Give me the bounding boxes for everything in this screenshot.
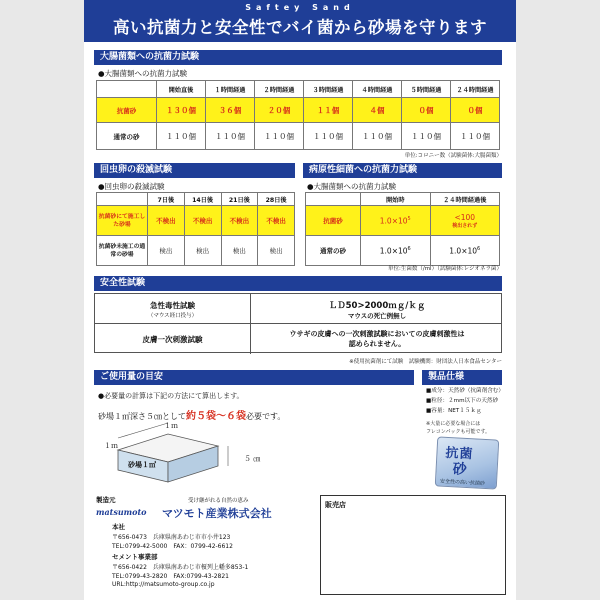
cell-exponent: 5 [407, 215, 411, 222]
cement-tel: TEL:0799-43-2820 FAX:0799-43-2821 [112, 573, 229, 580]
company-name: マツモト産業株式会社 [162, 507, 272, 520]
row-label: 抗菌砂 [97, 98, 157, 123]
product-bag-image [435, 436, 500, 489]
usage-text-c: 必要です。 [246, 412, 286, 421]
section-bar-pathogen: 病原性細菌への抗菌力試験 [303, 163, 502, 178]
section-sub-roundworm: ●回虫卵の殺滅試験 [98, 182, 165, 191]
cell-exponent: 6 [477, 245, 481, 252]
table-cell: 不検出 [221, 206, 258, 236]
row-label: 通常の砂 [306, 236, 361, 266]
section-sub-ecoli: ●大腸菌類への抗菌力試験 [98, 69, 188, 78]
col-header: 21日後 [221, 193, 258, 206]
table-cell: １１０個 [157, 123, 206, 150]
table-cell: １１０個 [206, 123, 255, 150]
table-cell: ４個 [353, 98, 402, 123]
table-cell: 検出 [221, 236, 258, 266]
col-header: ２４時間経過後 [430, 193, 500, 206]
safety-label-text: 急性毒性試験 [150, 300, 195, 310]
cement-label: セメント事業部 [112, 553, 158, 561]
table-cell: １１０個 [451, 123, 500, 150]
cell-extra: 検出されず [452, 222, 478, 229]
col-header: 開始時 [361, 193, 431, 206]
hq-tel: TEL:0799-42-5000 FAX：0799-42-6612 [112, 543, 233, 550]
usage-line-1: ●必要量の計算は下記の方法にて算出します。 [98, 392, 244, 400]
table-cell: 検出 [184, 236, 221, 266]
table-cell: １１０個 [402, 123, 451, 150]
row-label: 抗菌砂にて施工した砂場 [97, 206, 148, 236]
table-cell: １１個 [304, 98, 353, 123]
safety-result [250, 324, 503, 354]
slogan: 受け継がれる自然の恵み [188, 498, 249, 504]
col-header: 28日後 [258, 193, 295, 206]
brand-logo: matsumoto [96, 507, 147, 517]
company-url: URL:http://matsumoto-group.co.jp [112, 581, 215, 588]
table-cell: ２０個 [255, 98, 304, 123]
safety-result-text: ウサギの皮膚への一次刺激試験においての皮膚刺激性は [289, 330, 465, 338]
col-header: 開始直後 [157, 81, 206, 98]
col-header: １時間経過 [206, 81, 255, 98]
cube-label: 砂場１㎡ [128, 461, 156, 469]
table-cell: 不検出 [184, 206, 221, 236]
dim-left-label: １ｍ [104, 442, 118, 450]
safety-label-sub: （マウス経口投与） [147, 312, 198, 319]
col-header: 14日後 [184, 193, 221, 206]
bag-text-3: 安全性の高い抗菌砂 [439, 478, 486, 487]
col-header: ３時間経過 [304, 81, 353, 98]
cement-address: 〒656-0422 兵庫県南あわじ市榎列上幡多853-1 [112, 564, 249, 571]
safety-result-text-2: マウスの死亡例無し [347, 311, 407, 320]
row-label: 抗菌砂未施工の通常の砂場 [97, 236, 148, 266]
safety-table [94, 293, 502, 353]
cell-value: 1.0×10 [379, 246, 408, 256]
flyer-sheet [84, 0, 516, 600]
table-cell [430, 206, 500, 236]
section-bar-safety: 安全性試験 [94, 276, 502, 291]
ecoli-table [96, 80, 500, 150]
safety-result [250, 294, 503, 324]
spec-item: ■容量：NET１５ｋｇ [426, 408, 482, 414]
col-header: ２時間経過 [255, 81, 304, 98]
hq-label: 本社 [112, 523, 125, 531]
table-cell: １１０個 [304, 123, 353, 150]
ecoli-note: 単位:コロニー数（試験菌体:大腸菌類） [404, 153, 502, 159]
table-cell: １１０個 [353, 123, 402, 150]
section-bar-usage: ご使用量の目安 [94, 370, 414, 385]
section-bar-ecoli: 大腸菌類への抗菌力試験 [94, 50, 502, 65]
col-header: ２４時間経過 [451, 81, 500, 98]
table-cell: ０個 [402, 98, 451, 123]
table-cell: 検出 [148, 236, 185, 266]
retailer-box [320, 495, 506, 595]
retailer-label: 販売店 [325, 501, 346, 509]
spec-note-2: フレコンパックも可能です。 [426, 429, 491, 435]
safety-label-text: 皮膚一次刺激試験 [142, 334, 203, 344]
table-cell: 検出 [258, 236, 295, 266]
hq-address: 〒656-0473 兵庫県南あわじ市市小井123 [112, 534, 231, 541]
table-cell: ０個 [451, 98, 500, 123]
safety-label [95, 294, 250, 324]
section-bar-spec: 製品仕様 [422, 370, 502, 385]
table-cell: １１０個 [255, 123, 304, 150]
pathogen-table [305, 192, 500, 266]
safety-row [95, 324, 501, 354]
pathogen-note: 単位:生菌数（/ml）（試験菌体:レジオネラ菌） [387, 266, 502, 272]
safety-label [95, 324, 250, 354]
dim-top-label: １ｍ [164, 422, 178, 430]
dim-depth-label: ５ ㎝ [244, 455, 261, 463]
table-cell [361, 206, 431, 236]
row-label: 抗菌砂 [306, 206, 361, 236]
section-sub-pathogen: ●大腸菌類への抗菌力試験 [307, 182, 397, 191]
safety-note: ※使用抗菌剤にて試験 試験機関：財団法人日本食品センター [349, 359, 502, 365]
bag-text-1: 抗菌 [445, 445, 474, 463]
col-header: ５時間経過 [402, 81, 451, 98]
spec-note-1: ※大量に必要な場合には [426, 421, 481, 427]
table-cell [361, 236, 431, 266]
table-corner [97, 193, 148, 206]
spec-item: ■成分：天然砂（抗菌剤含む） [426, 388, 505, 394]
table-cell: 不検出 [258, 206, 295, 236]
bag-text-2: 砂 [452, 461, 468, 478]
table-cell [430, 236, 500, 266]
safety-result-text: ＬＤ50>2000ｍｇ/ｋｇ [328, 300, 426, 311]
usage-text-a: 砂場１㎡深さ５㎝として [98, 412, 186, 421]
section-bar-roundworm: 回虫卵の殺滅試験 [94, 163, 295, 178]
maker-label: 製造元 [96, 496, 116, 504]
usage-highlight: 約５袋～６袋 [186, 411, 246, 422]
cell-value: 1.0×10 [379, 216, 408, 226]
header-title-jp: 高い抗菌力と安全性でバイ菌から砂場を守ります [113, 18, 487, 37]
table-cell: １３０個 [157, 98, 206, 123]
spec-item: ■粒径：２mm以下の天然砂 [426, 398, 499, 404]
cell-exponent: 6 [407, 245, 411, 252]
col-header: ４時間経過 [353, 81, 402, 98]
table-cell: ３６個 [206, 98, 255, 123]
cell-value: <100 [454, 212, 476, 222]
row-label: 通常の砂 [97, 123, 157, 150]
header-title-en: Saftey Sand [245, 3, 355, 12]
col-header: 7日後 [148, 193, 185, 206]
dim-line-top [118, 423, 168, 438]
page-header [84, 0, 516, 42]
spec-list [426, 386, 504, 416]
cell-value: 1.0×10 [449, 246, 478, 256]
roundworm-table [96, 192, 295, 266]
safety-row [95, 294, 501, 324]
safety-result-text-2: 認められません。 [348, 340, 406, 348]
table-corner [306, 193, 361, 206]
table-corner [97, 81, 157, 98]
table-cell: 不検出 [148, 206, 185, 236]
